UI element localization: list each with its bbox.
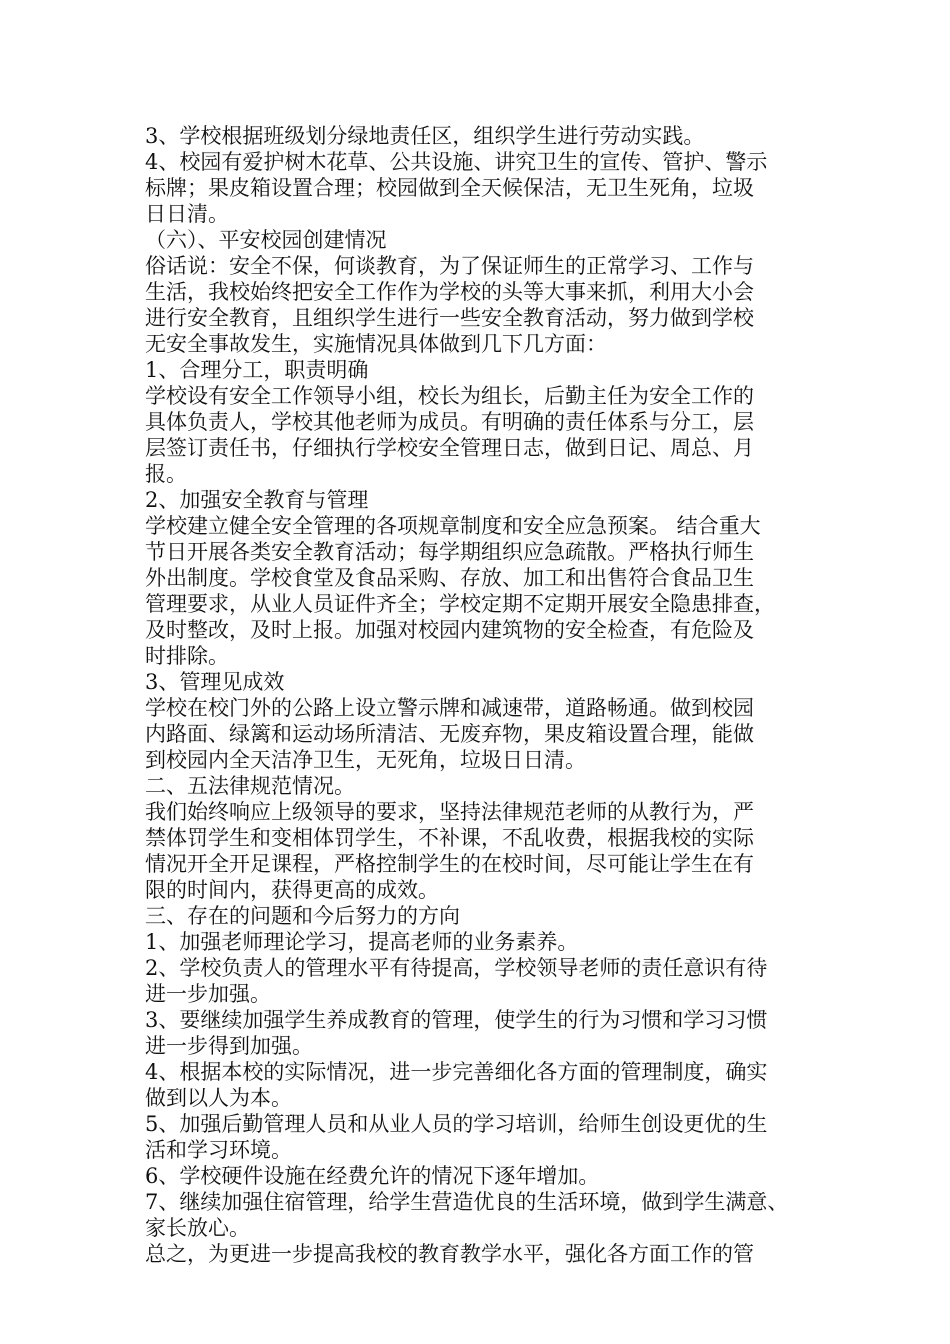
text-line: 层签订责任书，仔细执行学校安全管理日志，做到日记、周总、月 — [145, 436, 754, 460]
text-line: 外出制度。学校食堂及食品采购、存放、加工和出售符合食品卫生 — [145, 566, 754, 590]
text-line: 进一步得到加强。 — [145, 1034, 313, 1058]
text-line: 1、合理分工，职责明确 — [145, 358, 369, 382]
text-line: 1、加强老师理论学习，提高老师的业务素养。 — [145, 930, 579, 954]
text-line: 进一步加强。 — [145, 982, 271, 1006]
text-line: 日日清。 — [145, 202, 229, 226]
text-line: 2、学校负责人的管理水平有待提高，学校领导老师的责任意识有待 — [145, 956, 768, 980]
document-body — [145, 123, 825, 1267]
text-line: 家长放心。 — [145, 1216, 250, 1240]
text-line: 3、要继续加强学生养成教育的管理，使学生的行为习惯和学习习惯 — [145, 1008, 768, 1032]
text-line: 报。 — [145, 462, 187, 486]
text-line: 4、根据本校的实际情况，进一步完善细化各方面的管理制度，确实 — [145, 1060, 768, 1084]
text-line: 到校园内全天洁净卫生，无死角，垃圾日日清。 — [145, 748, 586, 772]
text-line: 时排除。 — [145, 644, 229, 668]
text-line: 3、学校根据班级划分绿地责任区，组织学生进行劳动实践。 — [145, 124, 705, 148]
text-line: 学校设有安全工作领导小组，校长为组长，后勤主任为安全工作的 — [145, 384, 754, 408]
text-line: 无安全事故发生，实施情况具体做到几下几方面： — [145, 332, 607, 356]
text-line: 学校建立健全安全管理的各项规章制度和安全应急预案。 结合重大 — [145, 514, 761, 538]
text-line: 学校在校门外的公路上设立警示牌和减速带，道路畅通。做到校园 — [145, 696, 754, 720]
text-line: 俗话说：安全不保，何谈教育，为了保证师生的正常学习、工作与 — [145, 254, 754, 278]
text-line: 管理要求，从业人员证件齐全；学校定期不定期开展安全隐患排查， — [145, 592, 775, 616]
text-line: 及时整改，及时上报。加强对校园内建筑物的安全检查，有危险及 — [145, 618, 754, 642]
text-line: 活和学习环境。 — [145, 1138, 292, 1162]
text-line: 6、学校硬件设施在经费允许的情况下逐年增加。 — [145, 1164, 600, 1188]
text-line: 进行安全教育，且组织学生进行一些安全教育活动，努力做到学校 — [145, 306, 754, 330]
text-line: 4、校园有爱护树木花草、公共设施、讲究卫生的宣传、管护、警示 — [145, 150, 768, 174]
text-line: 禁体罚学生和变相体罚学生，不补课，不乱收费，根据我校的实际 — [145, 826, 754, 850]
text-line: 2、加强安全教育与管理 — [145, 488, 369, 512]
text-line: 生活，我校始终把安全工作作为学校的头等大事来抓，利用大小会 — [145, 280, 754, 304]
text-line: 二、五法律规范情况。 — [145, 774, 355, 798]
text-line: 节日开展各类安全教育活动；每学期组织应急疏散。严格执行师生 — [145, 540, 754, 564]
text-line: 内路面、绿篱和运动场所清洁、无废弃物，果皮箱设置合理，能做 — [145, 722, 754, 746]
text-line: 总之，为更进一步提高我校的教育教学水平，强化各方面工作的管 — [145, 1242, 754, 1266]
text-line: 5、加强后勤管理人员和从业人员的学习培训，给师生创设更优的生 — [145, 1112, 768, 1136]
text-line: 3、管理见成效 — [145, 670, 285, 694]
text-line: 情况开全开足课程，严格控制学生的在校时间，尽可能让学生在有 — [145, 852, 754, 876]
text-line: 我们始终响应上级领导的要求，坚持法律规范老师的从教行为，严 — [145, 800, 754, 824]
text-line: 7、继续加强住宿管理，给学生营造优良的生活环境，做到学生满意、 — [145, 1190, 789, 1214]
text-line: （六）、平安校园创建情况 — [145, 228, 387, 252]
text-line: 做到以人为本。 — [145, 1086, 292, 1110]
text-line: 三、存在的问题和今后努力的方向 — [145, 904, 460, 928]
text-line: 限的时间内，获得更高的成效。 — [145, 878, 439, 902]
text-line: 具体负责人，学校其他老师为成员。有明确的责任体系与分工，层 — [145, 410, 754, 434]
text-line: 标牌；果皮箱设置合理；校园做到全天候保洁，无卫生死角，垃圾 — [145, 176, 754, 200]
